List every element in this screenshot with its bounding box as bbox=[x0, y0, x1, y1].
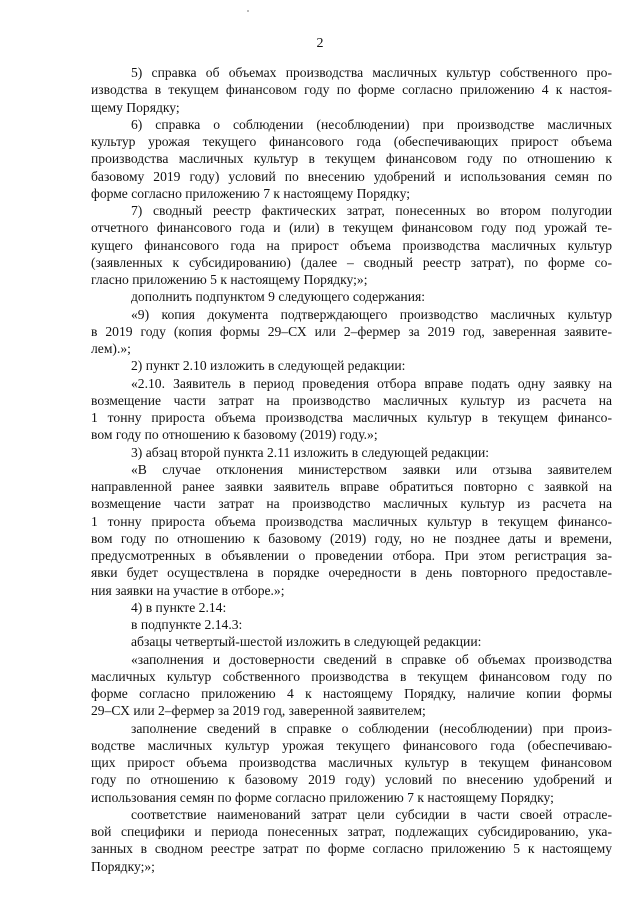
text-line: в 2019 году (копия формы 29–СХ или 2–фермер за 2019 год, заверенная заявите- bbox=[91, 323, 612, 339]
text-line: «В случае отклонения министерством заявки или отзыва заявителем bbox=[131, 461, 612, 477]
text-line: 6) справка о соблюдении (несоблюдении) при производстве масличных bbox=[131, 116, 612, 132]
text-line: кущего финансового года на прирост объема производства масличных культур bbox=[91, 237, 612, 253]
text-line: вом году по отношению к базовому (2019) году, но не позднее даты и времени, bbox=[91, 530, 612, 546]
text-line: предусмотренных в объявлении о проведении отбора. При этом регистрация за- bbox=[91, 548, 612, 563]
text-line: заполнение сведений в справке о соблюдении (несоблюдении) при произ- bbox=[131, 720, 612, 736]
text-line: 7) сводный реестр фактических затрат, понесенных во втором полугодии bbox=[131, 203, 612, 218]
text-line: 2) пункт 2.10 изложить в следующей редакции: bbox=[131, 358, 406, 374]
text-line: щему Порядку; bbox=[91, 99, 180, 115]
text-line: «9) копия документа подтверждающего производство масличных культур bbox=[131, 306, 612, 322]
text-line: производства масличных культур в текущем финансовом году по отношению к bbox=[91, 151, 612, 167]
text-line: форме согласно приложению 4 к настоящему Порядку, наличие копии формы bbox=[91, 686, 612, 701]
text-line: занных в сводном реестре затрат по форме согласно приложению 5 к настоящему bbox=[91, 841, 612, 857]
text-line: вой специфики и периода понесенных затрат, подлежащих субсидированию, ука- bbox=[91, 824, 612, 839]
text-line: 1 тонну прироста объема производства масличных культур в текущем финансо- bbox=[91, 410, 612, 425]
text-line: абзацы четвертый-шестой изложить в следующей редакции: bbox=[131, 634, 482, 650]
text-line: направленной ранее заявки заявитель вправе обратиться повторно с заявкой на bbox=[91, 479, 612, 494]
text-line: водстве масличных культур урожая текущего финансового года (обеспечиваю- bbox=[91, 737, 612, 753]
text-line: форме согласно приложению 7 к настоящему Порядку; bbox=[91, 185, 410, 201]
scan-dot bbox=[247, 10, 249, 12]
text-line: 29–СХ или 2–фермер за 2019 год, заверенной заявителем; bbox=[91, 703, 426, 719]
text-line: базовому 2019 году) условий по внесению удобрений и использования семян по bbox=[91, 168, 612, 184]
text-line: «заполнения и достоверности сведений в справке об объемах производства bbox=[131, 651, 612, 667]
text-line: масличных культур собственного производства в текущем финансовом году по bbox=[91, 668, 612, 684]
text-line: в подпункте 2.14.3: bbox=[131, 617, 243, 632]
text-line: использования семян по форме согласно приложению 7 к настоящему Порядку; bbox=[91, 789, 554, 805]
text-line: гласно приложению 5 к настоящему Порядку;»; bbox=[91, 272, 368, 287]
text-line: соответствие наименований затрат цели субсидии в части своей отрасле- bbox=[131, 806, 612, 822]
text-line: явки будет осуществлена в порядке очередности в день повторного предоставле- bbox=[91, 565, 612, 581]
text-line: ния заявки на участие в отборе.»; bbox=[91, 582, 285, 598]
text-line: году по отношению к базовому 2019 году) условий по внесению удобрений и bbox=[91, 772, 612, 788]
text-line: возмещение части затрат на производство масличных культур из расчета на bbox=[91, 496, 612, 512]
text-line: 3) абзац второй пункта 2.11 изложить в следующей редакции: bbox=[131, 444, 490, 460]
text-line: вом году по отношению к базовому (2019) году.»; bbox=[91, 427, 378, 443]
text-line: лем).»; bbox=[91, 341, 131, 356]
text-line: Порядку;»; bbox=[91, 858, 155, 874]
text-line: возмещение части затрат на производство масличных культур из расчета на bbox=[91, 392, 612, 408]
text-line: изводства в текущем финансовом году по форме согласно приложению 4 к настоя- bbox=[91, 82, 612, 98]
text-line: «2.10. Заявитель в период проведения отбора вправе подать одну заявку на bbox=[131, 375, 612, 391]
text-line: культур урожая текущего финансового года (обеспечивающих прирост объема bbox=[91, 134, 612, 149]
text-line: дополнить подпунктом 9 следующего содержания: bbox=[131, 289, 426, 305]
text-line: 5) справка об объемах производства масличных культур собственного про- bbox=[131, 65, 612, 80]
text-line: 4) в пункте 2.14: bbox=[131, 599, 227, 615]
text-line: 1 тонну прироста объема производства масличных культур в текущем финансо- bbox=[91, 513, 612, 529]
text-line: (заявленных к субсидированию) (далее – сводный реестр затрат), по форме со- bbox=[91, 254, 612, 270]
page-number: 2 bbox=[316, 36, 324, 51]
text-line: отчетного финансового года и (или) в текущем финансовом году под урожай те- bbox=[91, 220, 612, 236]
text-line: щих прирост объема производства масличных культур в текущем финансовом bbox=[91, 755, 612, 770]
